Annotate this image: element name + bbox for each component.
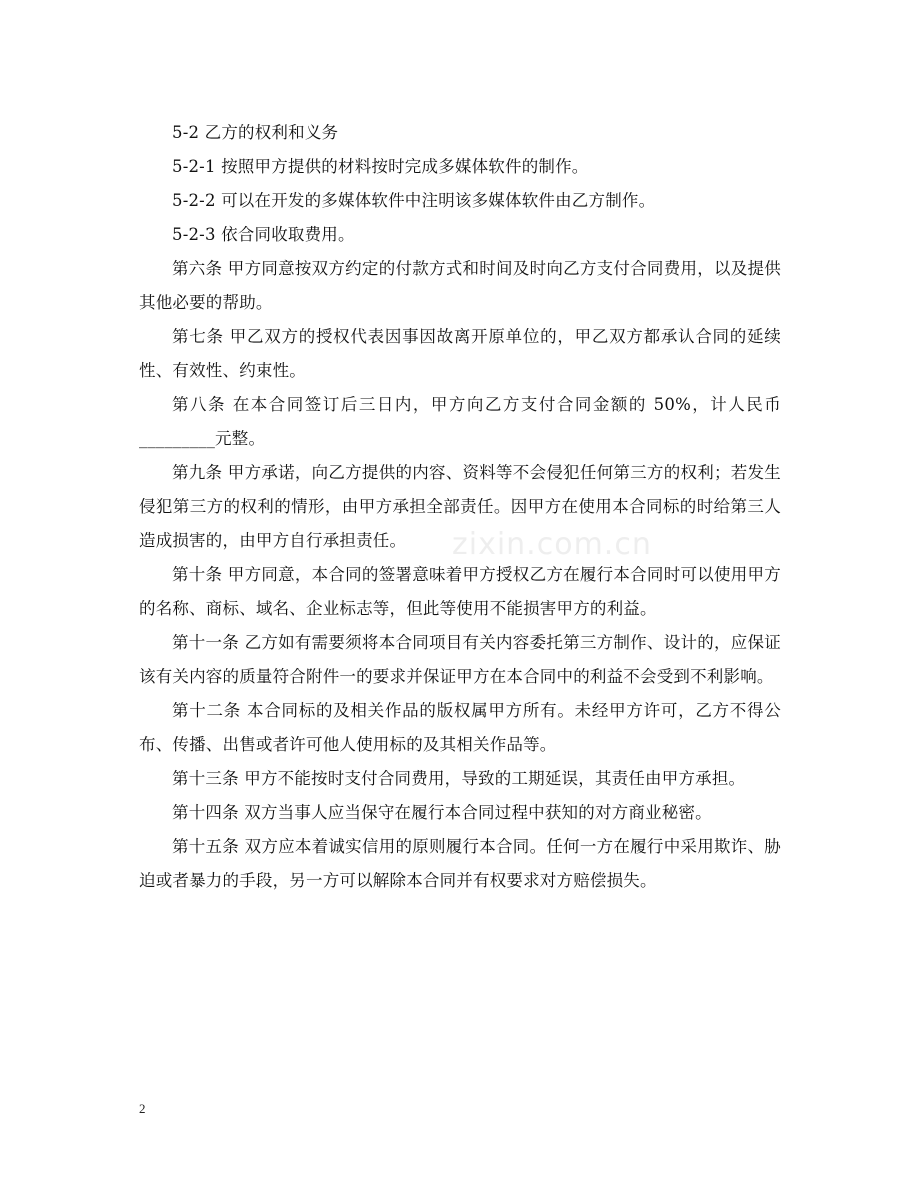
article-11: 第十一条 乙方如有需要须将本合同项目有关内容委托第三方制作、设计的，应保证该有关内容的质量符合附件一的要求并保证甲方在本合同中的利益不会受到不利影响。: [139, 633, 781, 686]
watermark: zixin.com.cn: [452, 527, 652, 562]
article-12: 第十二条 本合同标的及相关作品的版权属甲方所有。未经甲方许可，乙方不得公布、传播、出售或者许可他人使用标的及其相关作品等。: [139, 701, 781, 754]
article-9: 第九条 甲方承诺，向乙方提供的内容、资料等不会侵犯任何第三方的权利；若发生侵犯第三方的权利的情形，由甲方承担全部责任。因甲方在使用本合同标的时给第三人造成损害的，由甲方自行承担责任。: [139, 463, 781, 550]
clause-5-2-1: 5-2-1 按照甲方提供的材料按时完成多媒体软件的制作。: [172, 157, 589, 176]
article-6: 第六条 甲方同意按双方约定的付款方式和时间及时向乙方支付合同费用，以及提供其他必要的帮助。: [139, 259, 781, 312]
clause-5-2-3: 5-2-3 依合同收取费用。: [172, 225, 355, 244]
page-number: 2: [139, 1101, 146, 1116]
document-body: [139, 116, 781, 898]
article-7: 第七条 甲乙双方的授权代表因事因故离开原单位的，甲乙双方都承认合同的延续性、有效性、约束性。: [139, 327, 781, 380]
article-10: 第十条 甲方同意，本合同的签署意味着甲方授权乙方在履行本合同时可以使用甲方的名称、商标、域名、企业标志等，但此等使用不能损害甲方的利益。: [139, 565, 781, 618]
clause-5-2-2: 5-2-2 可以在开发的多媒体软件中注明该多媒体软件由乙方制作。: [172, 191, 656, 210]
article-13: 第十三条 甲方不能按时支付合同费用，导致的工期延误，其责任由甲方承担。: [172, 769, 746, 788]
section-heading-5-2: 5-2 乙方的权利和义务: [172, 123, 339, 142]
article-8: 第八条 在本合同签订后三日内，甲方向乙方支付合同金额的 50%，计人民币_________元整。: [139, 395, 781, 448]
article-15: 第十五条 双方应本着诚实信用的原则履行本合同。任何一方在履行中采用欺诈、胁迫或者暴力的手段，另一方可以解除本合同并有权要求对方赔偿损失。: [139, 837, 781, 890]
article-14: 第十四条 双方当事人应当保守在履行本合同过程中获知的对方商业秘密。: [172, 803, 712, 822]
